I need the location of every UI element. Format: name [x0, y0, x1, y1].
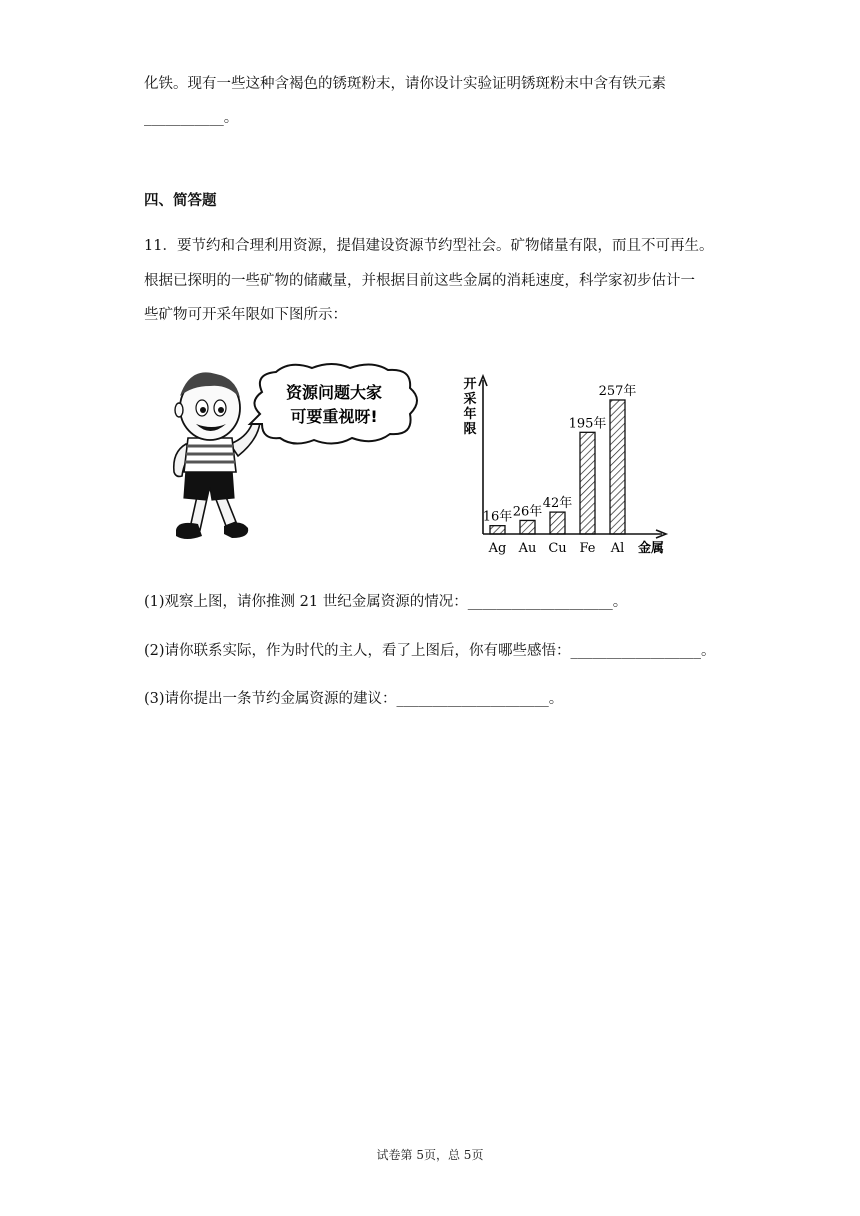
intro-answer-blank: ___________。 [144, 110, 239, 126]
bar-al [610, 400, 625, 534]
intro-line-1: 化铁。现有一些这种含褐色的锈斑粉末，请你设计实验证明锈斑粉末中含有铁元素 [144, 76, 666, 92]
bar-value-label: 16年 [482, 509, 513, 525]
bar-cu [550, 512, 565, 534]
speech-bubble [250, 364, 417, 444]
bar-ag [490, 526, 505, 534]
x-axis-label: 金属 [638, 541, 665, 556]
x-tick-label: Fe [579, 541, 596, 556]
question-11-line-3: 些矿物可开采年限如下图所示： [144, 307, 347, 323]
x-tick-label: Al [610, 541, 625, 556]
question-11-line-1: 11．要节约和合理利用资源，提倡建设资源节约型社会。矿物储量有限，而且不可再生。 [144, 238, 714, 254]
question-11-sub-1: (1)观察上图，请你推测 21 世纪金属资源的情况：____________________。 [144, 594, 628, 610]
cartoon-boy-illustration [174, 372, 260, 539]
question-11-figure [150, 360, 690, 570]
bar-value-label: 42年 [542, 496, 573, 512]
x-tick-label: Ag [488, 541, 507, 556]
x-tick-label: Cu [548, 541, 567, 556]
question-11-sub-2: (2)请你联系实际，作为时代的主人，看了上图后，你有哪些感悟：__________________。 [144, 643, 716, 659]
question-11-sub-3: (3)请你提出一条节约金属资源的建议：_____________________。 [144, 691, 564, 707]
bar-au [520, 520, 535, 534]
chart-bars [483, 383, 637, 556]
x-tick-label: Au [518, 541, 537, 556]
speech-line-2: 可要重视呀! [290, 407, 378, 426]
mining-years-bar-chart [463, 376, 666, 556]
bar-fe [580, 432, 595, 534]
page-footer: 试卷第 5页，总 5页 [376, 1148, 484, 1162]
bar-value-label: 257年 [598, 383, 637, 399]
question-11-line-2: 根据已探明的一些矿物的储藏量，并根据目前这些金属的消耗速度，科学家初步估计一 [144, 273, 695, 289]
section-heading: 四、简答题 [144, 193, 217, 209]
y-axis-label: 开采年限 [463, 377, 477, 437]
bar-value-label: 26年 [512, 504, 543, 520]
figure-canvas [150, 360, 690, 570]
speech-line-1: 资源问题大家 [285, 383, 383, 402]
bar-value-label: 195年 [568, 416, 607, 432]
